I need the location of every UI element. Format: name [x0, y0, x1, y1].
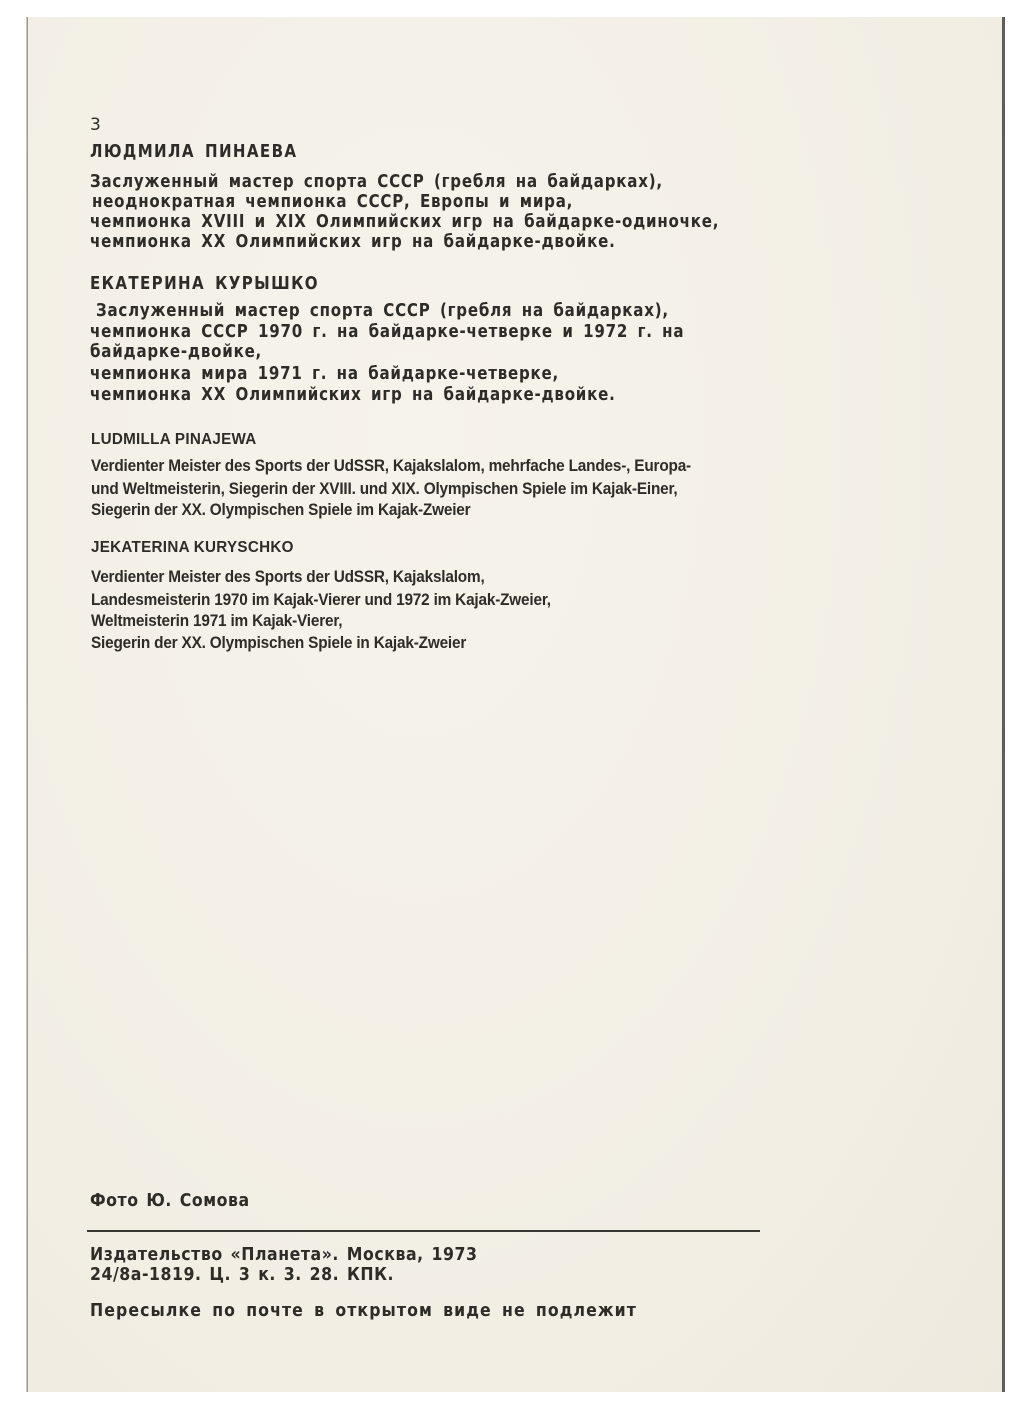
bio-line: Weltmeisterin 1971 im Kajak-Vierer, — [91, 612, 343, 630]
bio-line: чемпионка XX Олимпийских игр на байдарке-двойке. — [90, 385, 616, 405]
bio-line: чемпионка XVIII и XIX Олимпийских игр на байдарке-одиночке, — [90, 212, 720, 232]
bio-line: неоднократная чемпионка СССР, Европы и мира, — [92, 192, 574, 212]
postal-note: Пересылке по почте в открытом виде не подлежит — [90, 1301, 637, 1321]
bio-line: Заслуженный мастер спорта СССР (гребля на байдарках), — [96, 301, 669, 321]
athlete-name-de-pinajewa: LUDMILLA PINAJEWA — [91, 431, 257, 448]
athlete-name-de-kuryschko: JEKATERINA KURYSCHKO — [91, 539, 294, 556]
page-number: 3 — [90, 115, 101, 135]
bio-line: Verdienter Meister des Sports der UdSSR, Kajakslalom, — [91, 568, 485, 586]
divider-rule — [87, 1230, 760, 1232]
print-code: 24/8а-1819. Ц. 3 к. 3. 28. КПК. — [90, 1265, 395, 1285]
athlete-name-ru-kuryshko: ЕКАТЕРИНА КУРЫШКО — [90, 274, 319, 294]
bio-line: Siegerin der XX. Olympischen Spiele im Kajak-Zweier — [91, 501, 471, 519]
bio-line: чемпионка XX Олимпийских игр на байдарке-двойке. — [90, 232, 616, 252]
bio-line: Siegerin der XX. Olympischen Spiele in Kajak-Zweier — [91, 634, 467, 652]
photo-credit: Фото Ю. Сомова — [90, 1191, 250, 1211]
bio-line: чемпионка СССР 1970 г. на байдарке-четверке и 1972 г. на — [90, 322, 685, 342]
bio-line: Landesmeisterin 1970 im Kajak-Vierer und 1972 im Kajak-Zweier, — [91, 591, 551, 609]
bio-line: Заслуженный мастер спорта СССР (гребля на байдарках), — [90, 172, 663, 192]
bio-line: чемпионка мира 1971 г. на байдарке-четверке, — [90, 364, 560, 384]
bio-line: Verdienter Meister des Sports der UdSSR, Kajakslalom, mehrfache Landes-, Europa- — [91, 457, 691, 475]
athlete-name-ru-pinaeva: ЛЮДМИЛА ПИНАЕВА — [90, 142, 298, 162]
bio-line: und Weltmeisterin, Siegerin der XVIII. und XIX. Olympischen Spiele im Kajak-Einer, — [91, 480, 678, 498]
publisher-line: Издательство «Планета». Москва, 1973 — [90, 1245, 478, 1265]
bio-line: байдарке-двойке, — [90, 342, 263, 362]
